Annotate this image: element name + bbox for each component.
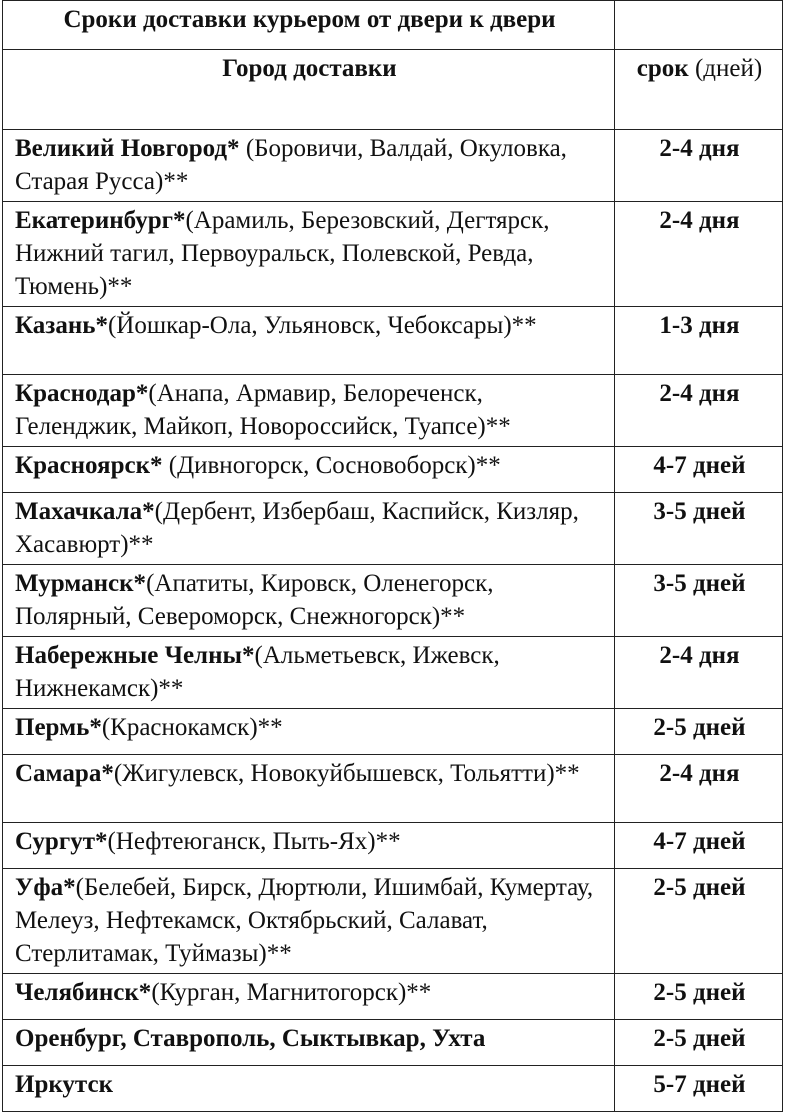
term-cell: 2-5 дней	[615, 869, 783, 974]
city-details: (Анапа, Армавир, Белореченск, Геленджик, Майкоп, Новороссийск, Туапсе)**	[15, 380, 511, 440]
city-name: Казань*	[15, 312, 108, 339]
table-title: Сроки доставки курьером от двери к двери	[3, 1, 615, 50]
term-cell: 2-5 дней	[615, 709, 783, 755]
term-cell: 1-3 дня	[615, 307, 783, 375]
city-cell	[3, 974, 615, 1020]
title-row	[3, 1, 783, 50]
city-name: Челябинск*	[15, 979, 152, 1006]
city-cell	[3, 565, 615, 637]
city-details: (Дивногорск, Сосновоборск)**	[162, 452, 501, 479]
city-cell	[3, 130, 615, 202]
city-cell	[3, 637, 615, 709]
city-details: (Белебей, Бирск, Дюртюли, Ишимбай, Кумертау, Мелеуз, Нефтекамск, Октябрьский, Салават, Стерлитамак, Туймазы)**	[15, 874, 594, 967]
city-cell	[3, 755, 615, 823]
city-name: Краснодар*	[15, 380, 149, 407]
city-cell	[3, 307, 615, 375]
city-cell	[3, 1066, 615, 1112]
city-name: Сургут*	[15, 828, 108, 855]
city-cell	[3, 709, 615, 755]
term-cell: 2-4 дня	[615, 375, 783, 447]
term-cell: 2-4 дня	[615, 130, 783, 202]
city-cell	[3, 447, 615, 493]
term-cell: 4-7 дней	[615, 823, 783, 869]
city-name: Иркутск	[15, 1071, 113, 1098]
term-cell: 2-5 дней	[615, 974, 783, 1020]
term-cell: 3-5 дней	[615, 493, 783, 565]
term-cell: 5-7 дней	[615, 1066, 783, 1112]
table-row	[3, 709, 783, 755]
city-name: Набережные Челны*	[15, 642, 255, 669]
city-details: (Дербент, Избербаш, Каспийск, Кизляр, Хасавюрт)**	[15, 498, 579, 558]
city-details: (Йошкар-Ола, Ульяновск, Чебоксары)**	[107, 312, 537, 339]
city-cell	[3, 869, 615, 974]
city-details: (Арамиль, Березовский, Дегтярск, Нижний тагил, Первоуральск, Полевской, Ревда, Тюмень)**	[15, 207, 550, 300]
header-row	[3, 50, 783, 130]
table-row	[3, 869, 783, 974]
table-row	[3, 202, 783, 307]
city-name: Оренбург, Ставрополь, Сыктывкар, Ухта	[15, 1025, 486, 1052]
term-cell: 3-5 дней	[615, 565, 783, 637]
city-name: Великий Новгород*	[15, 135, 240, 162]
delivery-terms-table	[2, 0, 783, 1112]
term-cell: 2-5 дней	[615, 1020, 783, 1066]
table-row	[3, 1066, 783, 1112]
city-details: (Боровичи, Валдай, Окуловка, Старая Русса)**	[15, 135, 567, 195]
title-empty-cell	[615, 1, 783, 50]
term-cell: 2-4 дня	[615, 637, 783, 709]
term-cell: 2-4 дня	[615, 755, 783, 823]
city-details: (Курган, Магнитогорск)**	[151, 979, 432, 1006]
term-cell: 4-7 дней	[615, 447, 783, 493]
table-row	[3, 493, 783, 565]
table-row	[3, 307, 783, 375]
city-name: Екатеринбург*	[15, 207, 186, 234]
table-row	[3, 565, 783, 637]
header-city: Город доставки	[3, 50, 615, 130]
header-term	[615, 50, 783, 130]
table-row	[3, 447, 783, 493]
city-name: Мурманск*	[15, 570, 147, 597]
header-term-unit: (дней)	[688, 55, 763, 82]
city-name: Пермь*	[15, 714, 102, 741]
table-row	[3, 375, 783, 447]
city-name: Махачкала*	[15, 498, 155, 525]
table-row	[3, 755, 783, 823]
city-name: Красноярск*	[15, 452, 163, 479]
city-details: (Альметьевск, Ижевск, Нижнекамск)**	[15, 642, 500, 702]
table-row	[3, 130, 783, 202]
city-cell	[3, 493, 615, 565]
table-row	[3, 637, 783, 709]
table-row	[3, 823, 783, 869]
city-details: (Краснокамск)**	[101, 714, 283, 741]
city-cell	[3, 823, 615, 869]
city-name: Самара*	[15, 760, 114, 787]
term-cell: 2-4 дня	[615, 202, 783, 307]
table-row	[3, 974, 783, 1020]
city-details: (Жигулевск, Новокуйбышевск, Тольятти)**	[113, 760, 580, 787]
city-cell	[3, 375, 615, 447]
city-cell	[3, 1020, 615, 1066]
city-details: (Апатиты, Кировск, Оленегорск, Полярный, Североморск, Снежногорск)**	[15, 570, 494, 630]
header-term-bold: срок	[636, 55, 689, 82]
table-row	[3, 1020, 783, 1066]
city-details: (Нефтеюганск, Пыть-Ях)**	[107, 828, 401, 855]
city-cell	[3, 202, 615, 307]
city-name: Уфа*	[15, 874, 76, 901]
